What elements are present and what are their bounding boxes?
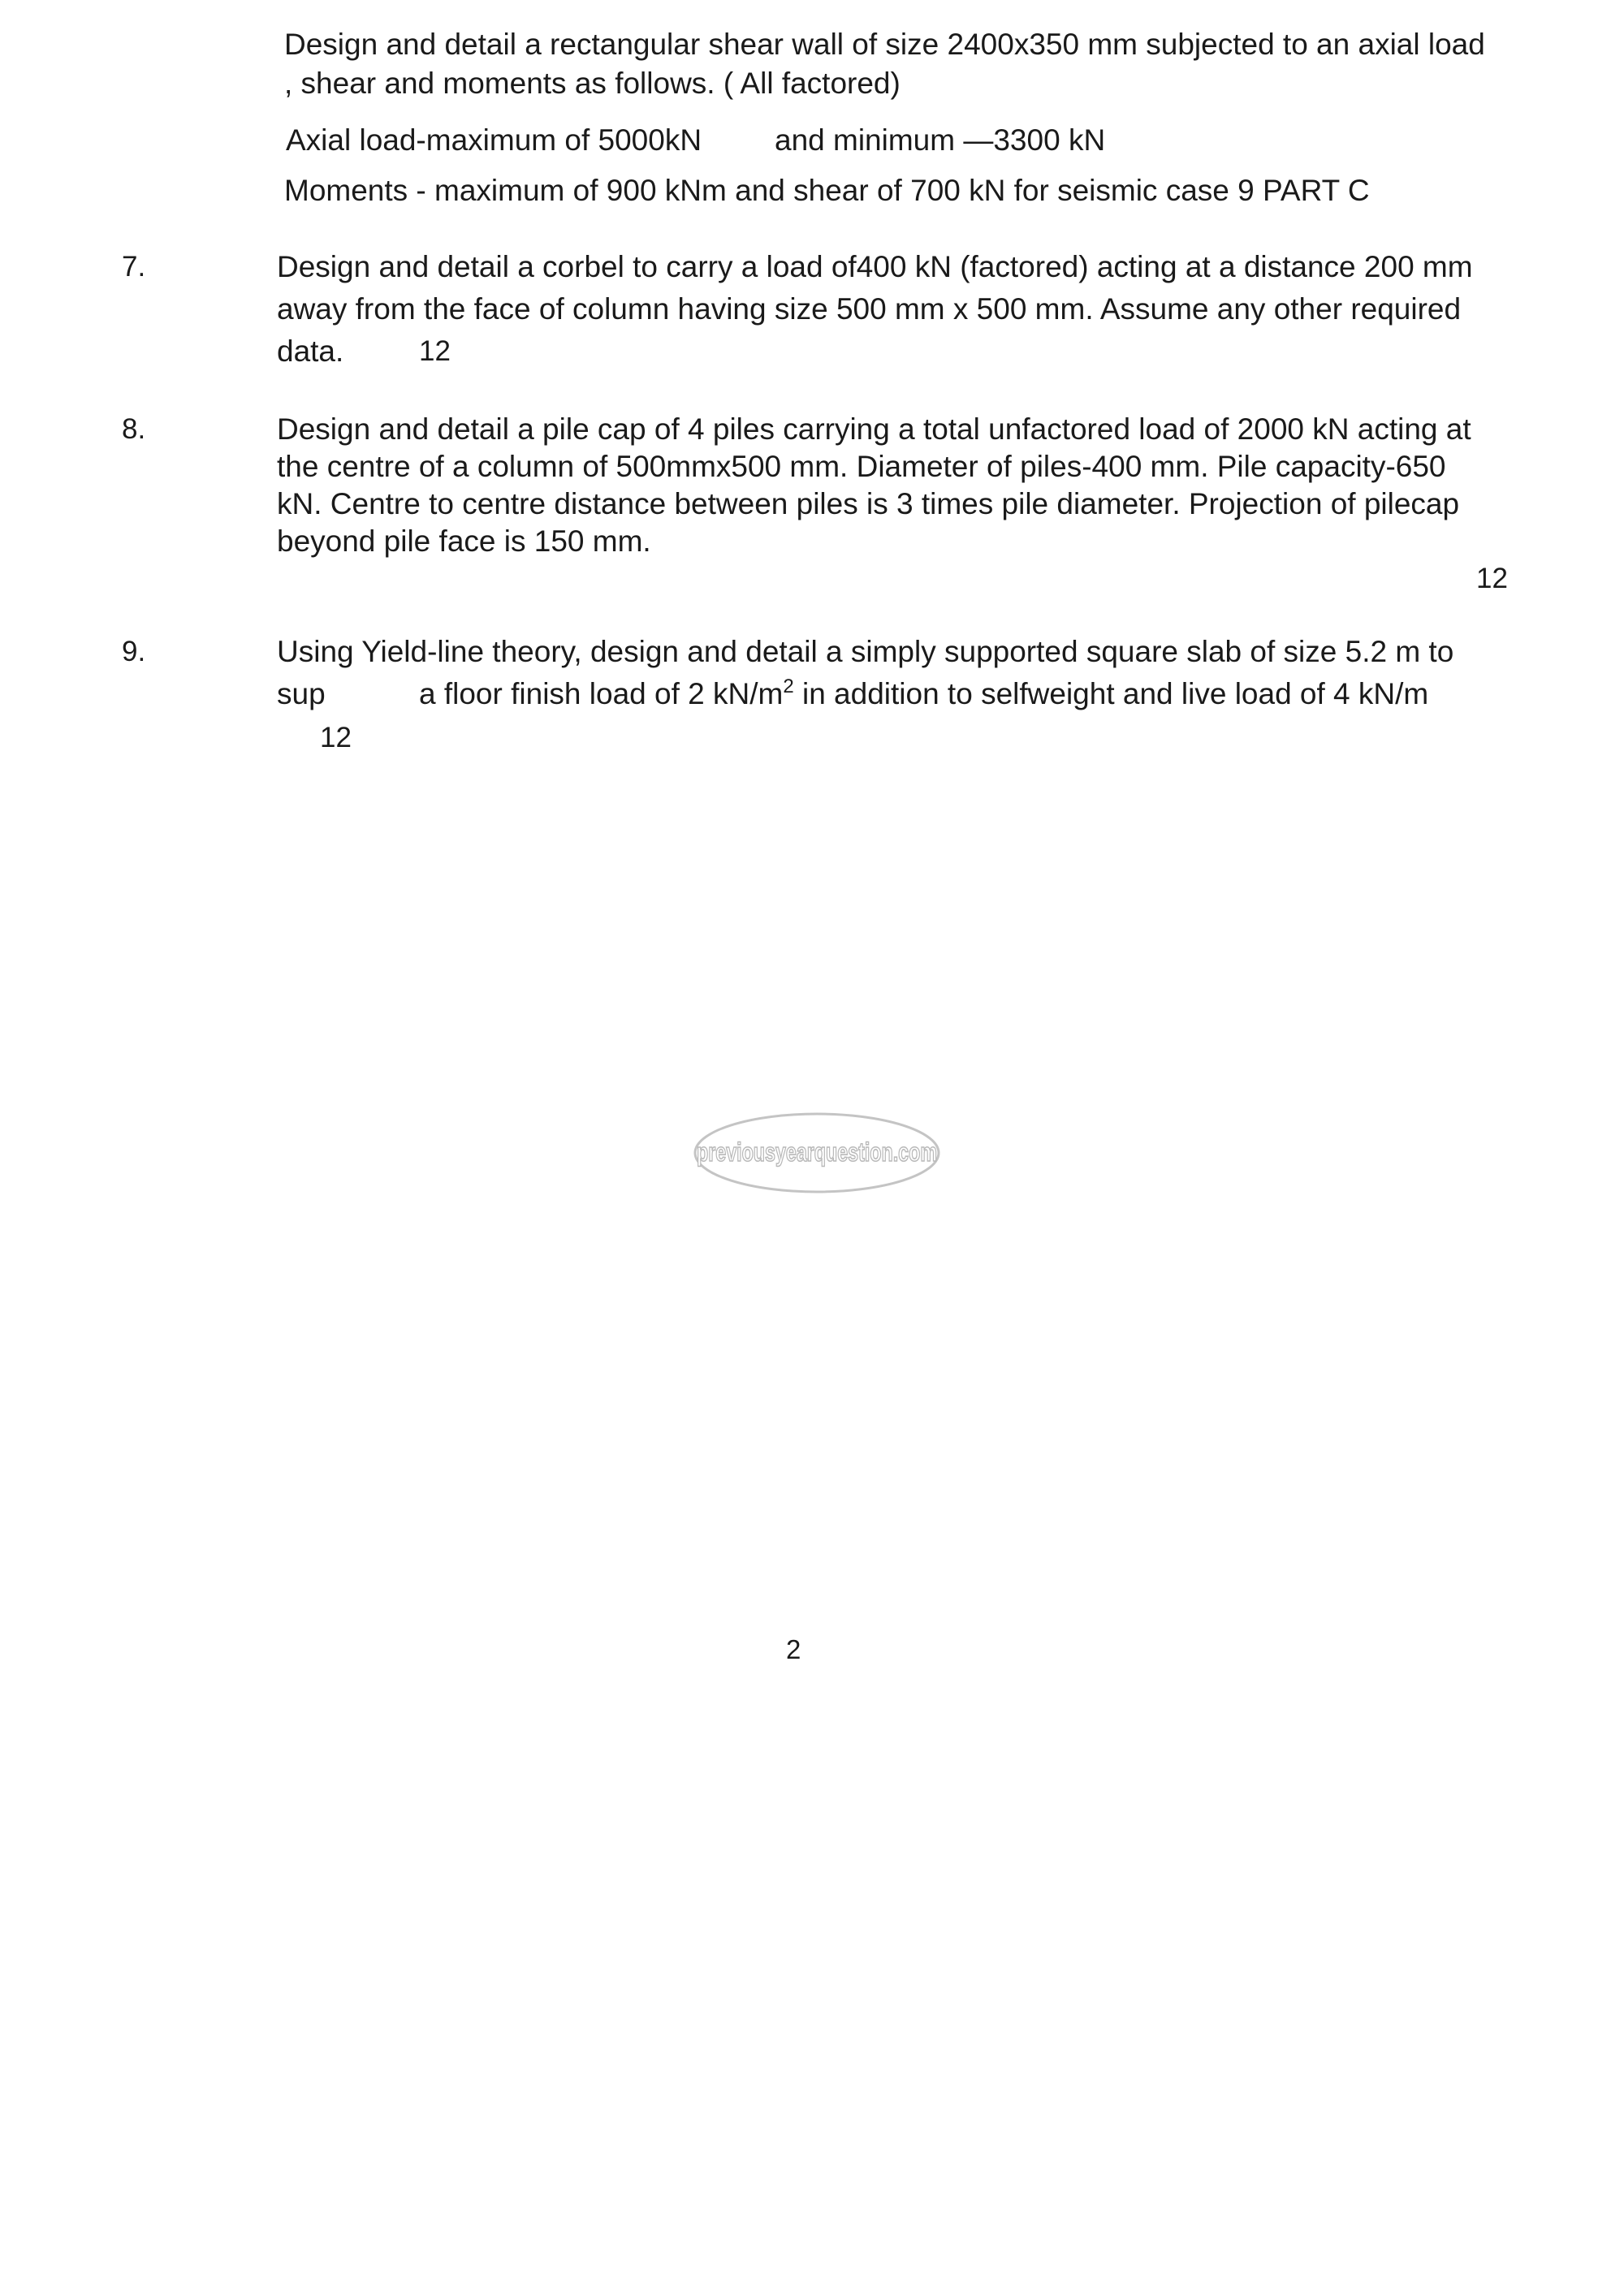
- q9-line-1: Using Yield-line theory, design and detail a simply supported square slab of size 5.2 m to: [277, 635, 1454, 668]
- q9-live-load-text: in addition to selfweight and live load of 4 kN/m: [793, 677, 1429, 710]
- q9-number: 9.: [122, 636, 146, 667]
- q6-axial-load-max: Axial load-maximum of 5000kN: [286, 123, 702, 157]
- q8-marks: 12: [1476, 563, 1508, 594]
- q9-floor-finish-text: a floor finish load of 2 kN/m: [419, 677, 784, 710]
- q7-line-1: Design and detail a corbel to carry a load of400 kN (factored) acting at a distance 200 mm: [277, 250, 1473, 283]
- q7-line-3: data.: [277, 334, 344, 368]
- q7-marks: 12: [419, 335, 451, 367]
- q8-number: 8.: [122, 413, 146, 445]
- q8-line-3: kN. Centre to centre distance between piles is 3 times pile diameter. Projection of pilecap: [277, 487, 1460, 520]
- q9-superscript: 2: [783, 675, 794, 697]
- watermark-text: previousyearquestion.com: [697, 1137, 937, 1167]
- q9-line-2-rest: [419, 675, 1428, 713]
- q9-marks: 12: [320, 722, 352, 753]
- q6-axial-load-min: and minimum —3300 kN: [775, 123, 1106, 157]
- q6-line-1: Design and detail a rectangular shear wall of size 2400x350 mm subjected to an axial load: [284, 28, 1485, 61]
- page-number: 2: [786, 1634, 801, 1664]
- q7-number: 7.: [122, 251, 146, 283]
- q6-moments: Moments - maximum of 900 kNm and shear of 700 kN for seismic case 9 PART C: [284, 174, 1370, 207]
- q9-line-2-start: sup: [277, 677, 326, 710]
- q8-line-2: the centre of a column of 500mmx500 mm. Diameter of piles-400 mm. Pile capacity-650: [277, 450, 1446, 483]
- q8-line-1: Design and detail a pile cap of 4 piles carrying a total unfactored load of 2000 kN acting at: [277, 412, 1471, 446]
- watermark-logo: [692, 1111, 942, 1195]
- q7-line-2: away from the face of column having size 500 mm x 500 mm. Assume any other required: [277, 292, 1462, 326]
- q8-line-4: beyond pile face is 150 mm.: [277, 524, 651, 558]
- watermark-graphic: [692, 1111, 942, 1195]
- q6-line-2: , shear and moments as follows. ( All factored): [284, 67, 901, 100]
